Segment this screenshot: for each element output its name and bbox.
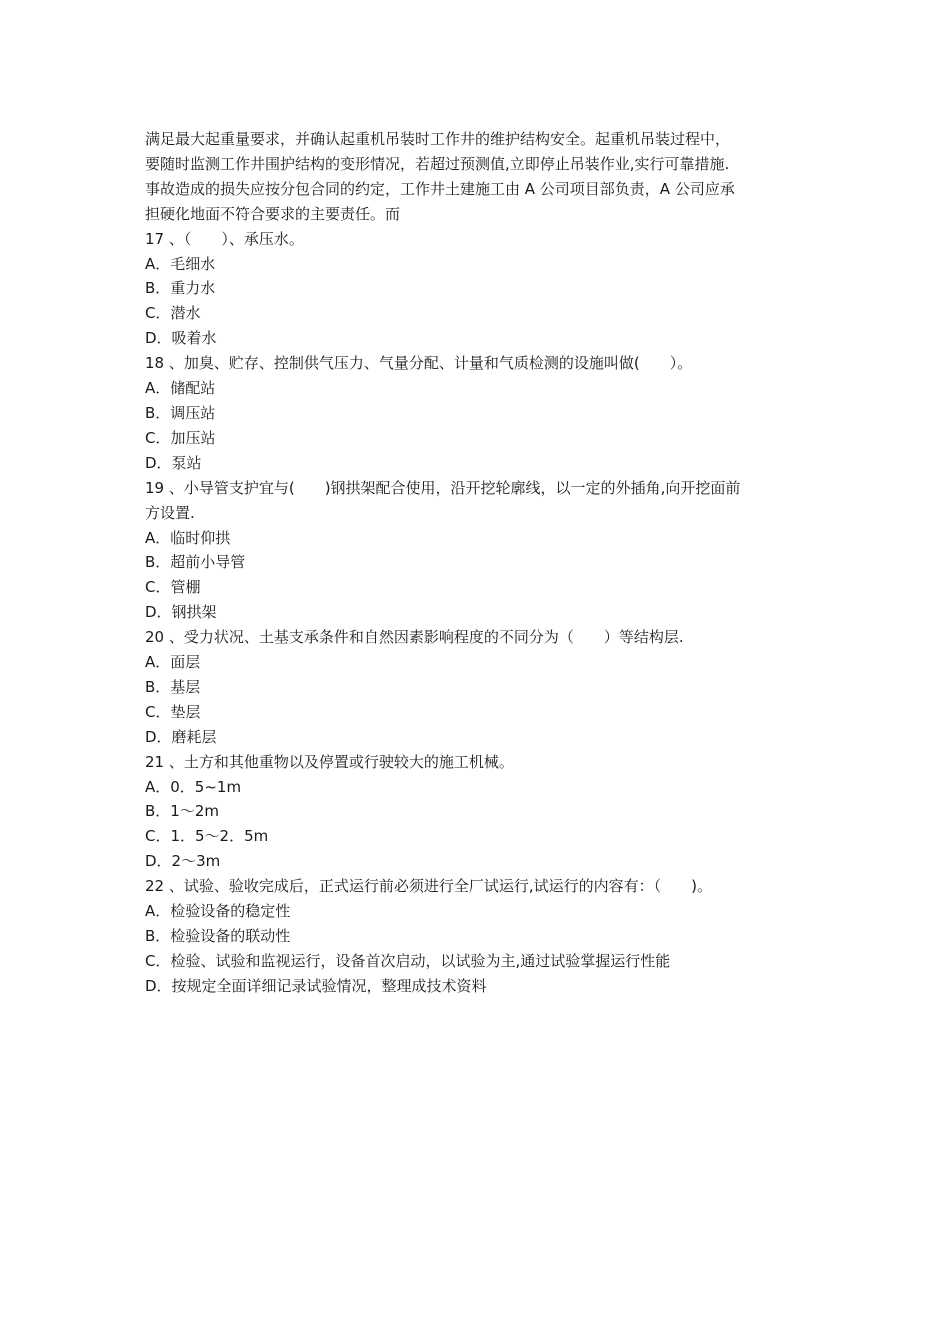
answer-option: B．重力水	[145, 279, 216, 298]
answer-option: B．超前小导管	[145, 553, 246, 572]
intro-line: 事故造成的损失应按分包合同的约定，工作井土建施工由 A 公司项目部负责，A 公司应承	[145, 179, 735, 198]
answer-option: A．0．5~1m	[145, 777, 242, 796]
document-page	[145, 127, 815, 999]
answer-option: B．调压站	[145, 403, 216, 422]
question-17	[145, 227, 815, 352]
question-stem: 21 、土方和其他重物以及停置或行驶较大的施工机械。	[145, 752, 514, 771]
answer-option: A．面层	[145, 653, 201, 672]
answer-option: C．1．5～2．5m	[145, 827, 269, 846]
intro-line: 满足最大起重量要求，并确认起重机吊装时工作井的维护结构安全。起重机吊装过程中，	[145, 130, 731, 148]
answer-option: A．检验设备的稳定性	[145, 902, 291, 921]
answer-option: B．基层	[145, 677, 201, 696]
answer-option: D．吸着水	[145, 329, 217, 348]
answer-option: B．检验设备的联动性	[145, 927, 291, 945]
question-22	[145, 874, 815, 999]
answer-option: A．临时仰拱	[145, 528, 231, 547]
answer-option: D．泵站	[145, 453, 202, 472]
answer-option: C．加压站	[145, 428, 216, 447]
question-21	[145, 750, 815, 875]
answer-option: D．2～3m	[145, 852, 221, 871]
question-stem: 17 、（ ）、承压水。	[145, 229, 304, 248]
answer-option: C．垫层	[145, 702, 201, 721]
answer-option: C．潜水	[145, 304, 201, 323]
question-18	[145, 351, 815, 476]
question-20	[145, 625, 815, 750]
question-stem: 20 、受力状况、土基支承条件和自然因素影响程度的不同分为（ ）等结构层.	[145, 628, 684, 647]
answer-option: D．钢拱架	[145, 603, 217, 622]
answer-option: A．毛细水	[145, 254, 216, 273]
question-stem: 方设置.	[145, 503, 195, 522]
question-19	[145, 476, 815, 625]
intro-line: 担硬化地面不符合要求的主要责任。而	[145, 204, 401, 223]
answer-option: D．磨耗层	[145, 727, 217, 746]
answer-option: B．1～2m	[145, 802, 219, 821]
question-stem: 19 、小导管支护宜与( )钢拱架配合使用，沿开挖轮廓线，以一定的外插角,向开挖面前	[145, 478, 741, 497]
question-stem: 18 、加臭、贮存、控制供气压力、气量分配、计量和气质检测的设施叫做( ）。	[145, 354, 693, 373]
answer-option: C．检验、试验和监视运行，设备首次启动，以试验为主,通过试验掌握运行性能	[145, 951, 671, 970]
question-stem: 22 、试验、验收完成后，正式运行前必须进行全厂试运行,试运行的内容有：（ )。	[145, 877, 712, 896]
answer-option: D．按规定全面详细记录试验情况，整理成技术资料	[145, 976, 487, 995]
answer-option: A．储配站	[145, 379, 216, 398]
intro-line: 要随时监测工作井围护结构的变形情况，若超过预测值,立即停止吊装作业,实行可靠措施.	[145, 154, 730, 173]
answer-option: C．管棚	[145, 578, 201, 597]
intro-paragraph	[145, 127, 815, 227]
